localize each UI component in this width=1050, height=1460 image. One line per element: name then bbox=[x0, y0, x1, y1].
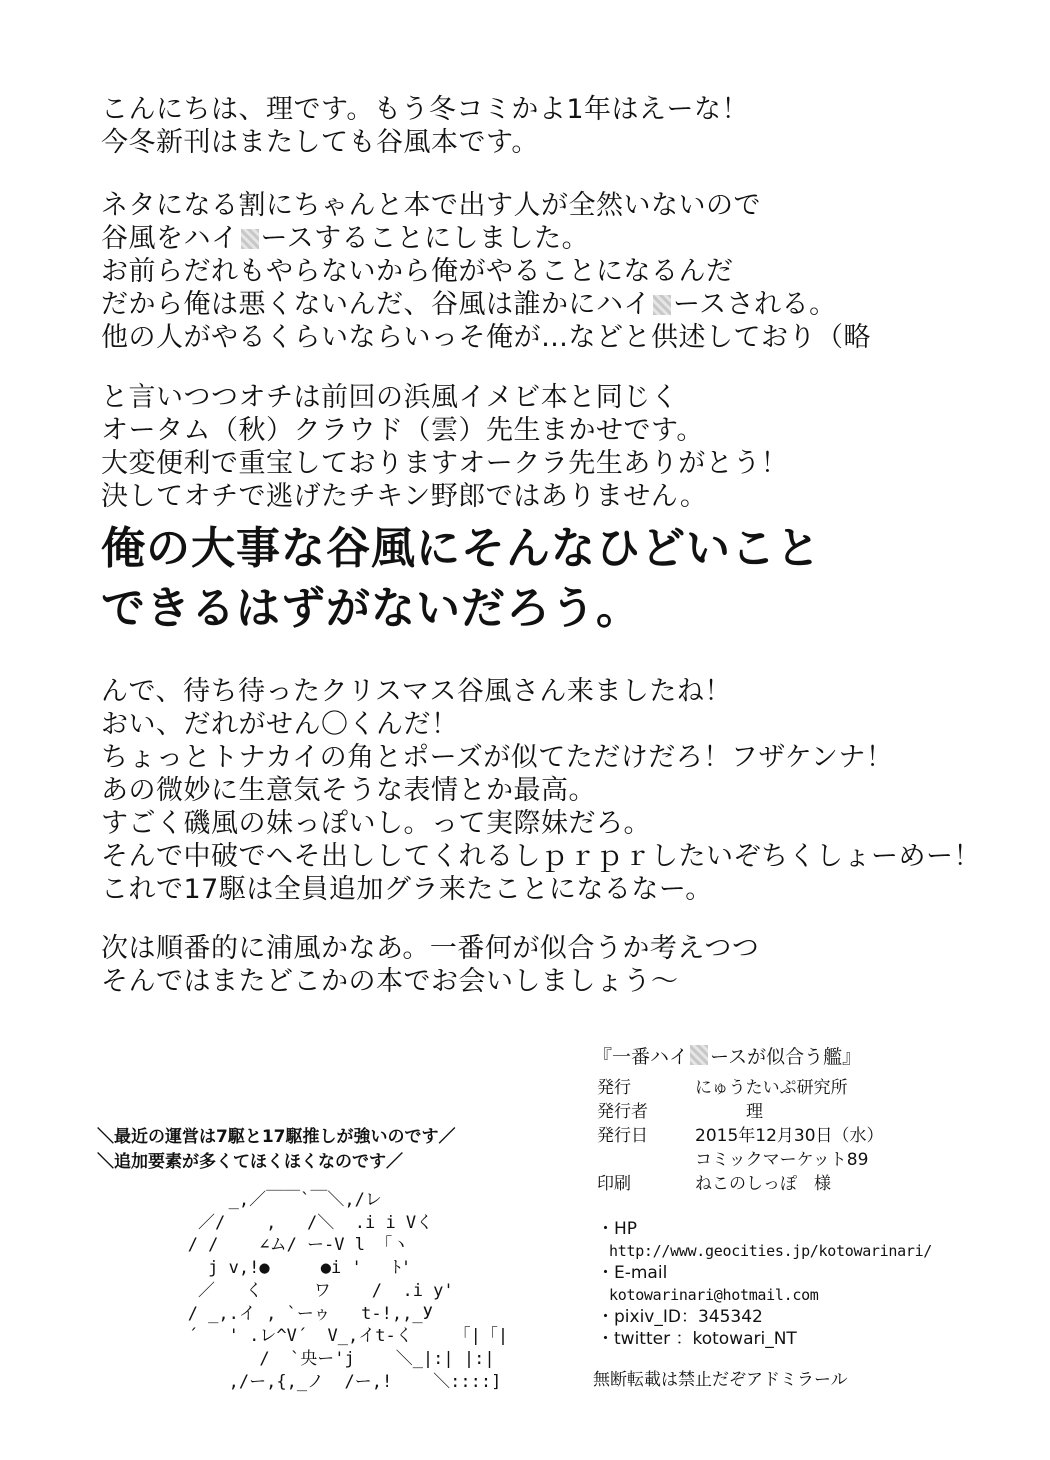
pixiv-id: ・pixiv_ID：345342 bbox=[597, 1307, 763, 1327]
speech-line: ＼追加要素が多くてほくほくなのです／ bbox=[97, 1152, 403, 1172]
footer-note: 無断転載は禁止だぞアドミラール bbox=[593, 1370, 848, 1390]
text-line: と言いつつオチは前回の浜風イメビ本と同じく bbox=[101, 382, 679, 413]
imprint-row bbox=[597, 1172, 884, 1196]
text-line: 次は順番的に浦風かなあ。一番何が似合うか考えつつ bbox=[101, 933, 760, 964]
imprint-row bbox=[597, 1100, 884, 1124]
title-fragment: ースが似合う艦』 bbox=[710, 1046, 862, 1068]
contact-label: ・E-mail bbox=[597, 1263, 668, 1283]
text-line: 他の人がやるくらいならいっそ俺が…などと供述しており（略 bbox=[101, 322, 871, 353]
christmas-paragraph bbox=[101, 675, 981, 906]
imprint-key bbox=[597, 1148, 695, 1172]
censor-mosaic bbox=[690, 1045, 708, 1065]
text-line: 今冬新刊はまたしても谷風本です。 bbox=[101, 127, 539, 158]
imprint-key: 印刷 bbox=[597, 1174, 631, 1194]
emphasis-line: 俺の大事な谷風にそんなひどいこと bbox=[101, 523, 821, 574]
imprint-row bbox=[597, 1076, 884, 1100]
imprint-value: コミックマーケット89 bbox=[695, 1150, 869, 1170]
text-line-censored bbox=[101, 222, 871, 255]
text-fragment: 谷風をハイ bbox=[101, 223, 239, 254]
censor-mosaic bbox=[241, 229, 259, 249]
email-link[interactable]: kotowarinari@hotmail.com bbox=[609, 1286, 819, 1304]
text-fragment: ースされる。 bbox=[673, 289, 837, 320]
imprint-key: 発行 bbox=[597, 1078, 631, 1098]
text-line: ネタになる割にちゃんと本で出す人が全然いないので bbox=[101, 190, 761, 221]
intro-paragraph bbox=[101, 93, 749, 159]
speech-line: ＼最近の運営は7駆と17駆推しが強いのです／ bbox=[97, 1127, 456, 1147]
imprint-value: 理 bbox=[695, 1102, 763, 1122]
title-fragment: 『一番ハイ bbox=[593, 1046, 689, 1068]
emphasis-paragraph bbox=[101, 519, 821, 639]
closing-paragraph bbox=[101, 932, 759, 998]
text-line: そんではまたどこかの本でお会いしましょう～ bbox=[101, 966, 679, 997]
text-line: ちょっとトナカイの角とポーズが似てただけだろ！フザケンナ！ bbox=[101, 742, 894, 773]
censor-mosaic bbox=[653, 295, 671, 315]
text-line: んで、待ち待ったクリスマス谷風さん来ましたね！ bbox=[101, 676, 732, 707]
contact-list bbox=[597, 1218, 1033, 1350]
homepage-link[interactable]: http://www.geocities.jp/kotowarinari/ bbox=[609, 1242, 933, 1260]
imprint-value: 2015年12月30日（水） bbox=[695, 1126, 884, 1146]
contact-label: ・HP bbox=[597, 1219, 638, 1239]
twist-paragraph bbox=[101, 381, 788, 513]
imprint-row bbox=[597, 1148, 884, 1172]
text-line: すごく磯風の妹っぽいし。って実際妹だろ。 bbox=[101, 808, 651, 839]
imprint-value: ねこのしっぽ 様 bbox=[695, 1174, 831, 1194]
imprint-value: にゅうたいぷ研究所 bbox=[695, 1078, 848, 1098]
twitter-handle: ・twitter ：kotowari_NT bbox=[597, 1329, 797, 1349]
mascot-block bbox=[97, 1125, 547, 1393]
emphasis-line: できるはずがないだろう。 bbox=[101, 583, 641, 634]
colophon bbox=[593, 1044, 1033, 1392]
text-line: こんにちは、理です。もう冬コミかよ1年はえーな！ bbox=[101, 94, 750, 125]
text-line: そんで中破でへそ出ししてくれるしｐｒｐｒしたいぞちくしょーめー！ bbox=[101, 841, 981, 872]
text-fragment: ースすることにしました。 bbox=[260, 223, 590, 254]
imprint-key: 発行日 bbox=[597, 1126, 648, 1146]
text-line: お前らだれもやらないから俺がやることになるんだ bbox=[101, 256, 734, 287]
ascii-art: _,／￣￣`￣＼,/レ ／/ , /＼ .i i Vく / / ∠ム/ ー-V l 「ヽ j v,!● ●i ' ﾄ' ／ く ワ / .i y' / _,.イ , `ーゥ t-!,,_У ´ ' .レ^V´ V_,イt-く 「|「| / `央ー'j ＼_|:| |:| ,/ー,{,_ノ /ー,! ＼::::] bbox=[187, 1190, 509, 1392]
text-line: 大変便利で重宝しておりますオークラ先生ありがとう！ bbox=[101, 448, 789, 479]
imprint-key: 発行者 bbox=[597, 1102, 648, 1122]
imprint-table bbox=[597, 1076, 884, 1196]
imprint-row bbox=[597, 1124, 884, 1148]
confession-paragraph bbox=[101, 189, 871, 354]
text-line: これで17駆は全員追加グラ来たことになるなー。 bbox=[101, 874, 713, 905]
text-line: おい、だれがせん〇くんだ！ bbox=[101, 709, 459, 740]
book-title bbox=[593, 1044, 1033, 1070]
text-line: 決してオチで逃げたチキン野郎ではありません。 bbox=[101, 481, 708, 512]
text-fragment: だから俺は悪くないんだ、谷風は誰かにハイ bbox=[101, 289, 651, 320]
text-line: あの微妙に生意気そうな表情とか最高。 bbox=[101, 775, 596, 806]
text-line: オータム（秋）クラウド（雲）先生まかせです。 bbox=[101, 415, 704, 446]
text-line-censored bbox=[101, 288, 871, 321]
